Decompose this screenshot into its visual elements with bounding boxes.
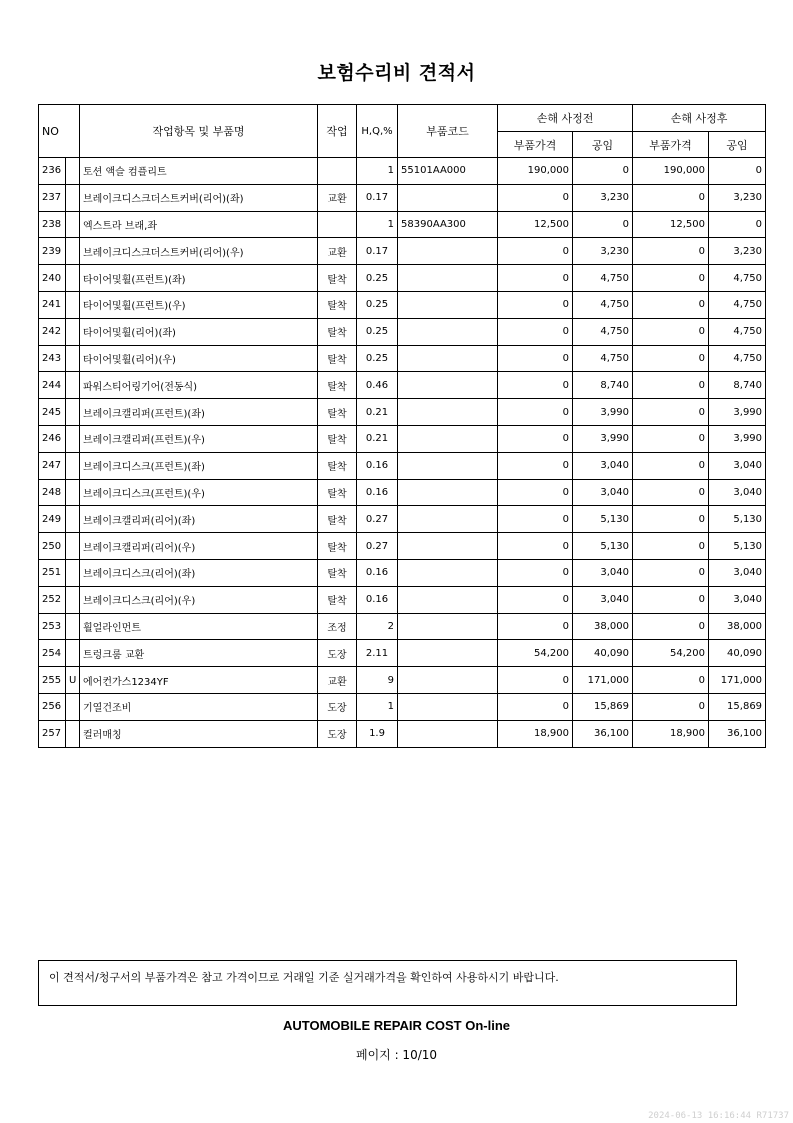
table-row: [39, 533, 766, 560]
table-row: [39, 720, 766, 747]
row-before-price: 18,900: [498, 720, 573, 747]
print-stamp: 2024-06-13 16:16:44 R71737: [648, 1111, 789, 1121]
row-part-code: [398, 667, 498, 694]
row-mark: [66, 318, 80, 345]
row-before-labor: 3,230: [573, 238, 633, 265]
table-row: [39, 693, 766, 720]
row-before-price: 0: [498, 399, 573, 426]
price-notice: 이 견적서/청구서의 부품가격은 참고 가격이므로 거래일 기준 실거래가격을 확인하여 사용하시기 바랍니다.: [38, 960, 737, 1006]
header-before-price: 부품가격: [498, 132, 573, 158]
row-item-name: 타이어및휠(리어)(우): [80, 345, 318, 372]
row-work-type: 탈착: [318, 399, 357, 426]
row-after-labor: 3,040: [709, 452, 766, 479]
row-after-labor: 3,230: [709, 238, 766, 265]
row-before-price: 0: [498, 479, 573, 506]
row-part-code: [398, 586, 498, 613]
row-work-type: 탈착: [318, 265, 357, 292]
row-hq: 2.11: [357, 640, 398, 667]
row-work-type: 교환: [318, 238, 357, 265]
row-mark: [66, 372, 80, 399]
row-before-price: 0: [498, 452, 573, 479]
footer-title: AUTOMOBILE REPAIR COST On-line: [282, 1018, 511, 1033]
row-after-labor: 171,000: [709, 667, 766, 694]
row-after-price: 0: [633, 265, 709, 292]
row-after-labor: 4,750: [709, 345, 766, 372]
row-hq: 0.17: [357, 238, 398, 265]
row-no: 245: [39, 399, 66, 426]
row-hq: 0.16: [357, 586, 398, 613]
row-item-name: 브레이크디스크(리어)(우): [80, 586, 318, 613]
row-before-price: 0: [498, 586, 573, 613]
page-number: 페이지 : 10/10: [355, 1048, 438, 1062]
row-before-price: 0: [498, 265, 573, 292]
row-hq: 0.25: [357, 265, 398, 292]
row-work-type: 도장: [318, 720, 357, 747]
row-before-labor: 4,750: [573, 265, 633, 292]
row-work-type: 탈착: [318, 586, 357, 613]
table-row: [39, 265, 766, 292]
row-after-price: 0: [633, 291, 709, 318]
row-hq: 0.16: [357, 452, 398, 479]
row-hq: 2: [357, 613, 398, 640]
table-row: [39, 158, 766, 185]
row-work-type: [318, 211, 357, 238]
table-row: [39, 425, 766, 452]
header-after-labor: 공임: [709, 132, 766, 158]
row-after-labor: 3,990: [709, 425, 766, 452]
row-item-name: 타이어및휠(프런트)(우): [80, 291, 318, 318]
row-after-labor: 4,750: [709, 265, 766, 292]
row-before-price: 12,500: [498, 211, 573, 238]
row-item-name: 타이어및휠(프런트)(좌): [80, 265, 318, 292]
row-part-code: [398, 238, 498, 265]
row-after-labor: 38,000: [709, 613, 766, 640]
row-part-code: [398, 318, 498, 345]
row-hq: 1: [357, 693, 398, 720]
row-before-labor: 15,869: [573, 693, 633, 720]
row-mark: [66, 425, 80, 452]
table-row: [39, 640, 766, 667]
row-work-type: 탈착: [318, 291, 357, 318]
row-part-code: [398, 425, 498, 452]
row-part-code: [398, 559, 498, 586]
row-after-price: 0: [633, 586, 709, 613]
row-hq: 1: [357, 158, 398, 185]
table-row: [39, 479, 766, 506]
row-after-price: 0: [633, 238, 709, 265]
row-before-price: 0: [498, 372, 573, 399]
row-before-price: 0: [498, 693, 573, 720]
row-mark: [66, 693, 80, 720]
row-before-price: 0: [498, 559, 573, 586]
row-work-type: 탈착: [318, 559, 357, 586]
row-before-price: 0: [498, 506, 573, 533]
row-after-labor: 5,130: [709, 506, 766, 533]
table-row: [39, 667, 766, 694]
row-mark: [66, 586, 80, 613]
row-mark: [66, 265, 80, 292]
row-hq: 0.27: [357, 533, 398, 560]
row-after-labor: 3,040: [709, 586, 766, 613]
row-after-labor: 5,130: [709, 533, 766, 560]
header-code: 부품코드: [398, 105, 498, 158]
header-no: NO: [39, 105, 80, 158]
row-before-price: 190,000: [498, 158, 573, 185]
row-hq: 0.46: [357, 372, 398, 399]
row-mark: [66, 238, 80, 265]
header-before-labor: 공임: [573, 132, 633, 158]
table-row: [39, 586, 766, 613]
row-no: 243: [39, 345, 66, 372]
row-before-price: 0: [498, 291, 573, 318]
row-mark: [66, 452, 80, 479]
row-work-type: 도장: [318, 693, 357, 720]
row-before-labor: 4,750: [573, 291, 633, 318]
header-after-group: 손해 사정후: [633, 105, 766, 132]
row-mark: [66, 291, 80, 318]
row-part-code: [398, 184, 498, 211]
table-row: [39, 291, 766, 318]
row-before-labor: 3,040: [573, 559, 633, 586]
row-hq: 1.9: [357, 720, 398, 747]
row-part-code: [398, 533, 498, 560]
row-before-labor: 38,000: [573, 613, 633, 640]
row-part-code: [398, 291, 498, 318]
header-before-group: 손해 사정전: [498, 105, 633, 132]
row-before-price: 0: [498, 318, 573, 345]
row-no: 244: [39, 372, 66, 399]
document-title: 보험수리비 견적서: [317, 62, 476, 84]
row-work-type: 탈착: [318, 506, 357, 533]
row-before-labor: 3,040: [573, 479, 633, 506]
row-after-labor: 3,990: [709, 399, 766, 426]
row-after-price: 0: [633, 559, 709, 586]
row-item-name: 기열건조비: [80, 693, 318, 720]
row-work-type: 탈착: [318, 345, 357, 372]
row-hq: 0.25: [357, 291, 398, 318]
row-part-code: 58390AA300: [398, 211, 498, 238]
row-after-price: 0: [633, 425, 709, 452]
row-no: 239: [39, 238, 66, 265]
row-before-labor: 3,040: [573, 586, 633, 613]
row-after-price: 0: [633, 318, 709, 345]
row-after-price: 0: [633, 693, 709, 720]
row-mark: [66, 559, 80, 586]
row-no: 248: [39, 479, 66, 506]
row-mark: [66, 533, 80, 560]
row-after-price: 0: [633, 479, 709, 506]
row-after-labor: 40,090: [709, 640, 766, 667]
row-item-name: 브레이크디스크(프런트)(우): [80, 479, 318, 506]
table-row: [39, 506, 766, 533]
row-before-price: 0: [498, 425, 573, 452]
row-no: 240: [39, 265, 66, 292]
row-after-price: 0: [633, 613, 709, 640]
row-part-code: [398, 479, 498, 506]
row-before-price: 0: [498, 238, 573, 265]
row-no: 236: [39, 158, 66, 185]
table-row: [39, 613, 766, 640]
row-mark: [66, 345, 80, 372]
row-mark: [66, 184, 80, 211]
row-item-name: 브레이크디스크(리어)(좌): [80, 559, 318, 586]
table-row: [39, 211, 766, 238]
row-part-code: [398, 372, 498, 399]
row-part-code: [398, 720, 498, 747]
row-after-labor: 4,750: [709, 291, 766, 318]
row-before-labor: 3,230: [573, 184, 633, 211]
row-item-name: 컬러매칭: [80, 720, 318, 747]
row-before-price: 0: [498, 184, 573, 211]
row-part-code: [398, 693, 498, 720]
row-item-name: 트렁크룸 교환: [80, 640, 318, 667]
row-no: 254: [39, 640, 66, 667]
row-mark: [66, 640, 80, 667]
row-before-labor: 3,040: [573, 452, 633, 479]
table-row: [39, 559, 766, 586]
row-after-price: 0: [633, 345, 709, 372]
row-after-price: 190,000: [633, 158, 709, 185]
row-item-name: 브레이크캘리퍼(리어)(좌): [80, 506, 318, 533]
estimate-table: [38, 104, 766, 748]
row-work-type: 탈착: [318, 479, 357, 506]
row-no: 255: [39, 667, 66, 694]
row-before-price: 54,200: [498, 640, 573, 667]
header-hq: H,Q,%: [357, 105, 398, 158]
row-after-price: 12,500: [633, 211, 709, 238]
row-after-price: 0: [633, 667, 709, 694]
row-after-price: 54,200: [633, 640, 709, 667]
row-no: 253: [39, 613, 66, 640]
row-item-name: 브레이크디스크더스트커버(리어)(우): [80, 238, 318, 265]
row-before-price: 0: [498, 613, 573, 640]
row-after-labor: 15,869: [709, 693, 766, 720]
row-mark: [66, 613, 80, 640]
row-after-labor: 0: [709, 158, 766, 185]
row-part-code: 55101AA000: [398, 158, 498, 185]
row-hq: 0.27: [357, 506, 398, 533]
row-work-type: 탈착: [318, 533, 357, 560]
row-after-price: 0: [633, 184, 709, 211]
row-mark: [66, 158, 80, 185]
row-work-type: 탈착: [318, 425, 357, 452]
table-row: [39, 452, 766, 479]
row-after-labor: 0: [709, 211, 766, 238]
row-after-price: 0: [633, 533, 709, 560]
header-work: 작업: [318, 105, 357, 158]
row-after-labor: 3,040: [709, 479, 766, 506]
row-after-labor: 4,750: [709, 318, 766, 345]
estimate-rows: [39, 158, 766, 748]
row-before-price: 0: [498, 667, 573, 694]
row-mark: [66, 720, 80, 747]
row-no: 237: [39, 184, 66, 211]
row-before-labor: 3,990: [573, 425, 633, 452]
row-item-name: 브레이크캘리퍼(프런트)(우): [80, 425, 318, 452]
row-after-price: 0: [633, 399, 709, 426]
row-before-labor: 5,130: [573, 533, 633, 560]
row-before-labor: 4,750: [573, 318, 633, 345]
row-part-code: [398, 640, 498, 667]
row-no: 256: [39, 693, 66, 720]
row-hq: 0.16: [357, 479, 398, 506]
row-no: 238: [39, 211, 66, 238]
row-item-name: 브레이크캘리퍼(리어)(우): [80, 533, 318, 560]
row-hq: 0.17: [357, 184, 398, 211]
row-part-code: [398, 613, 498, 640]
row-hq: 1: [357, 211, 398, 238]
row-work-type: 교환: [318, 667, 357, 694]
row-after-price: 0: [633, 452, 709, 479]
row-no: 251: [39, 559, 66, 586]
table-row: [39, 372, 766, 399]
row-before-labor: 0: [573, 158, 633, 185]
row-mark: [66, 479, 80, 506]
row-before-labor: 3,990: [573, 399, 633, 426]
row-hq: 0.25: [357, 318, 398, 345]
row-after-price: 0: [633, 506, 709, 533]
table-row: [39, 184, 766, 211]
header-item: 작업항목 및 부품명: [80, 105, 318, 158]
row-before-labor: 4,750: [573, 345, 633, 372]
row-hq: 0.21: [357, 425, 398, 452]
row-after-price: 0: [633, 372, 709, 399]
row-after-labor: 3,230: [709, 184, 766, 211]
row-item-name: 엑스트라 브래,좌: [80, 211, 318, 238]
row-mark: [66, 506, 80, 533]
row-work-type: 조정: [318, 613, 357, 640]
row-work-type: 탈착: [318, 452, 357, 479]
row-before-price: 0: [498, 345, 573, 372]
row-before-labor: 8,740: [573, 372, 633, 399]
row-part-code: [398, 265, 498, 292]
row-item-name: 브레이크디스크(프런트)(좌): [80, 452, 318, 479]
row-no: 242: [39, 318, 66, 345]
table-row: [39, 238, 766, 265]
row-item-name: 브레이크디스크더스트커버(리어)(좌): [80, 184, 318, 211]
row-item-name: 토션 액슬 컴플리트: [80, 158, 318, 185]
row-after-labor: 3,040: [709, 559, 766, 586]
row-part-code: [398, 506, 498, 533]
row-item-name: 브레이크캘리퍼(프런트)(좌): [80, 399, 318, 426]
row-after-price: 18,900: [633, 720, 709, 747]
row-no: 257: [39, 720, 66, 747]
row-item-name: 휠얼라인먼트: [80, 613, 318, 640]
row-part-code: [398, 345, 498, 372]
row-before-labor: 0: [573, 211, 633, 238]
row-before-labor: 5,130: [573, 506, 633, 533]
row-after-labor: 36,100: [709, 720, 766, 747]
row-item-name: 파워스티어링기어(전동식): [80, 372, 318, 399]
row-no: 241: [39, 291, 66, 318]
row-mark: U: [66, 667, 80, 694]
row-no: 249: [39, 506, 66, 533]
row-work-type: [318, 158, 357, 185]
header-after-price: 부품가격: [633, 132, 709, 158]
row-mark: [66, 399, 80, 426]
row-no: 247: [39, 452, 66, 479]
row-hq: 0.25: [357, 345, 398, 372]
row-work-type: 교환: [318, 184, 357, 211]
row-mark: [66, 211, 80, 238]
row-item-name: 타이어및휠(리어)(좌): [80, 318, 318, 345]
row-part-code: [398, 399, 498, 426]
row-work-type: 탈착: [318, 318, 357, 345]
row-item-name: 에어컨가스1234YF: [80, 667, 318, 694]
row-before-labor: 36,100: [573, 720, 633, 747]
row-before-labor: 40,090: [573, 640, 633, 667]
row-no: 246: [39, 425, 66, 452]
row-before-price: 0: [498, 533, 573, 560]
row-hq: 0.21: [357, 399, 398, 426]
row-hq: 9: [357, 667, 398, 694]
row-work-type: 도장: [318, 640, 357, 667]
row-before-labor: 171,000: [573, 667, 633, 694]
row-no: 250: [39, 533, 66, 560]
table-row: [39, 345, 766, 372]
table-row: [39, 399, 766, 426]
row-work-type: 탈착: [318, 372, 357, 399]
row-after-labor: 8,740: [709, 372, 766, 399]
row-hq: 0.16: [357, 559, 398, 586]
row-part-code: [398, 452, 498, 479]
table-row: [39, 318, 766, 345]
row-no: 252: [39, 586, 66, 613]
